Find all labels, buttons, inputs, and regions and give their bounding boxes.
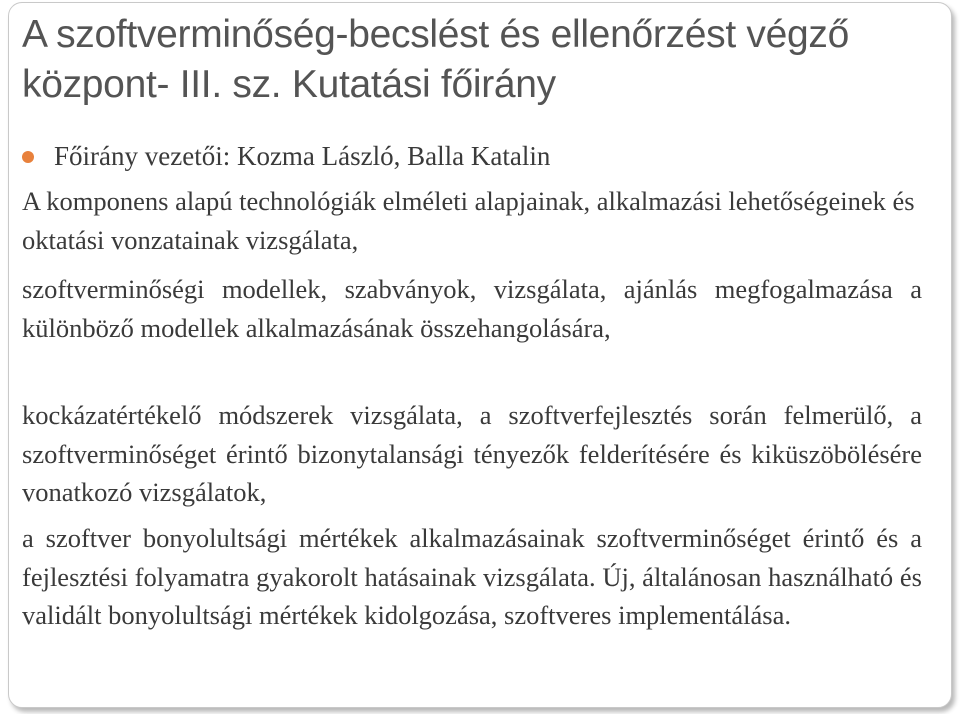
- bullet-text: Főirány vezetői: Kozma László, Balla Katalin: [54, 140, 551, 171]
- paragraph-risk-assessment: kockázatértékelő módszerek vizsgálata, a szoftverfejlesztés során felmerülő, a szoftverminőséget érintő bizonytalansági tényezők felderítésére és kiküszöbölésére vonatkozó vizsgálatok,: [22, 400, 922, 507]
- bullet-dot-icon: [22, 151, 34, 163]
- paragraph-complexity-metrics: a szoftver bonyolultsági mértékek alkalmazásainak szoftverminőséget érintő és a fejlesztési folyamatra gyakorolt hatásainak vizsgálata. Új, általánosan használható és validált bonyolultsági mértékek kidolgozása, szoftveres implementálása.: [22, 523, 922, 630]
- bullet-item: [22, 136, 550, 176]
- paragraph-quality-models: szoftverminőségi modellek, szabványok, vizsgálata, ajánlás megfogalmazása a különböző modellek alkalmazásának összehangolására,: [22, 274, 922, 343]
- paragraph-component-technologies: A komponens alapú technológiák elméleti alapjainak, alkalmazási lehetőségeinek és oktatási vonzatainak vizsgálata,: [22, 186, 915, 255]
- slide-title: A szoftverminőség-becslést és ellenőrzést végző központ- III. sz. Kutatási főirány: [22, 13, 849, 106]
